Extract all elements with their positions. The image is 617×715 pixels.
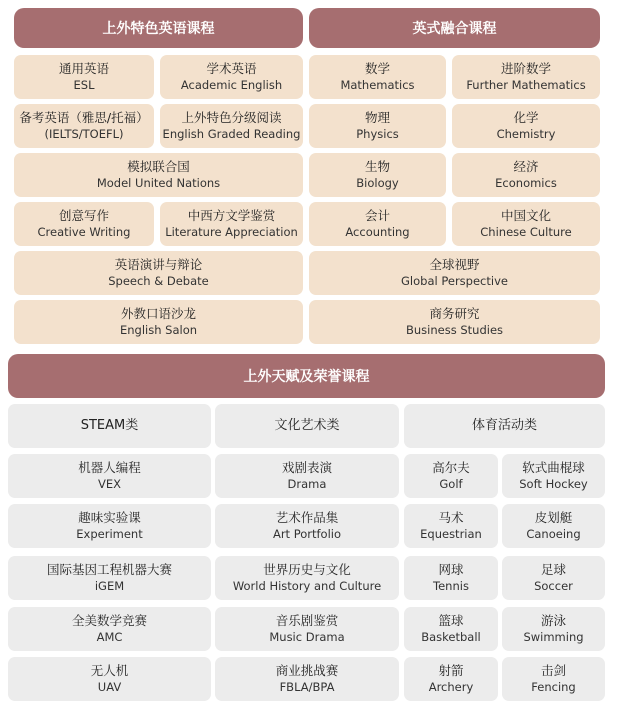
course-accounting bbox=[309, 202, 446, 246]
course-tennis bbox=[404, 556, 498, 600]
course-en: FBLA/BPA bbox=[279, 679, 335, 694]
course-en: World History and Culture bbox=[232, 578, 382, 593]
course-literature bbox=[160, 202, 303, 246]
course-zh: 皮划艇 bbox=[534, 509, 573, 525]
section-title-british-courses: 英式融合课程 bbox=[309, 8, 600, 48]
course-en: Chemistry bbox=[496, 126, 556, 141]
course-zh: 全美数学竞赛 bbox=[71, 612, 147, 628]
course-en: UAV bbox=[97, 679, 122, 694]
course-soft-hockey bbox=[502, 454, 605, 498]
course-further-math bbox=[452, 55, 600, 99]
course-en: Music Drama bbox=[269, 629, 345, 644]
course-zh: 外教口语沙龙 bbox=[120, 305, 196, 321]
course-physics bbox=[309, 104, 446, 148]
course-en: Further Mathematics bbox=[466, 77, 586, 92]
course-zh: 游泳 bbox=[540, 612, 566, 628]
course-zh: 无人机 bbox=[90, 662, 129, 678]
course-ielts-toefl bbox=[14, 104, 154, 148]
course-creative-writing bbox=[14, 202, 154, 246]
course-en: AMC bbox=[96, 629, 123, 644]
course-en: English Graded Reading bbox=[162, 126, 301, 141]
course-en: Accounting bbox=[345, 224, 410, 239]
course-zh: 通用英语 bbox=[58, 60, 109, 76]
section-title-english-courses: 上外特色英语课程 bbox=[14, 8, 303, 48]
course-archery bbox=[404, 657, 498, 701]
course-zh: 高尔夫 bbox=[432, 459, 470, 475]
course-zh: 学术英语 bbox=[206, 60, 257, 76]
course-en: Drama bbox=[287, 476, 327, 491]
course-zh: 全球视野 bbox=[429, 256, 480, 272]
course-igem bbox=[8, 556, 211, 600]
course-canoeing bbox=[502, 504, 605, 548]
course-zh: 射箭 bbox=[438, 662, 464, 678]
course-golf bbox=[404, 454, 498, 498]
course-zh: 趣味实验课 bbox=[78, 509, 141, 525]
course-world-history bbox=[215, 556, 399, 600]
course-chinese-culture bbox=[452, 202, 600, 246]
course-zh: 物理 bbox=[364, 109, 390, 125]
course-soccer bbox=[502, 556, 605, 600]
course-en: iGEM bbox=[94, 578, 125, 593]
course-zh: 音乐剧鉴赏 bbox=[275, 612, 339, 628]
course-zh: 国际基因工程机器大赛 bbox=[46, 561, 172, 577]
course-zh: 进阶数学 bbox=[500, 60, 551, 76]
course-uav bbox=[8, 657, 211, 701]
course-zh: 上外特色分级阅读 bbox=[181, 109, 282, 125]
course-zh: 戏剧表演 bbox=[281, 459, 332, 475]
course-english-salon bbox=[14, 300, 303, 344]
course-en: Golf bbox=[439, 476, 463, 491]
course-zh: 软式曲棍球 bbox=[522, 459, 585, 475]
course-esl bbox=[14, 55, 154, 99]
course-speech-debate bbox=[14, 251, 303, 295]
course-business-studies bbox=[309, 300, 600, 344]
course-zh: 会计 bbox=[364, 207, 390, 223]
course-en: Mathematics bbox=[340, 77, 415, 92]
course-music-drama bbox=[215, 607, 399, 651]
course-en: Archery bbox=[428, 679, 474, 694]
section-title-talent-honors: 上外天赋及荣誉课程 bbox=[8, 354, 605, 398]
course-en: Speech & Debate bbox=[108, 273, 209, 288]
course-en: Experiment bbox=[76, 526, 143, 541]
course-zh: 创意写作 bbox=[58, 207, 109, 223]
course-zh: 化学 bbox=[513, 109, 539, 125]
course-en: Canoeing bbox=[526, 526, 581, 541]
course-basketball bbox=[404, 607, 498, 651]
course-amc bbox=[8, 607, 211, 651]
course-en: Chinese Culture bbox=[480, 224, 572, 239]
course-economics bbox=[452, 153, 600, 197]
course-en: Physics bbox=[356, 126, 399, 141]
course-en: English Salon bbox=[119, 322, 198, 337]
course-graded-reading bbox=[160, 104, 303, 148]
course-equestrian bbox=[404, 504, 498, 548]
course-en: Global Perspective bbox=[401, 273, 508, 288]
course-zh: 足球 bbox=[540, 561, 566, 577]
course-academic-english bbox=[160, 55, 303, 99]
course-en: Art Portfolio bbox=[272, 526, 342, 541]
course-zh: 中西方文学鉴赏 bbox=[187, 207, 276, 223]
course-zh: 商业挑战赛 bbox=[275, 662, 339, 678]
course-zh: 网球 bbox=[438, 561, 464, 577]
course-en: Model United Nations bbox=[96, 175, 221, 190]
course-en: Swimming bbox=[523, 629, 584, 644]
course-chemistry bbox=[452, 104, 600, 148]
course-en: Equestrian bbox=[420, 526, 482, 541]
course-en: Biology bbox=[356, 175, 399, 190]
course-en: ESL bbox=[73, 77, 95, 92]
course-en: Economics bbox=[495, 175, 557, 190]
category-sports: 体育活动类 bbox=[404, 404, 605, 448]
course-experiment bbox=[8, 504, 211, 548]
course-zh: 击剑 bbox=[540, 662, 566, 678]
course-zh: 生物 bbox=[364, 158, 390, 174]
course-global-perspective bbox=[309, 251, 600, 295]
course-zh: 篮球 bbox=[438, 612, 464, 628]
course-zh: 备考英语（雅思/托福） bbox=[19, 109, 149, 125]
course-fencing bbox=[502, 657, 605, 701]
course-drama bbox=[215, 454, 399, 498]
course-fbla-bpa bbox=[215, 657, 399, 701]
course-en: Soccer bbox=[534, 578, 573, 593]
course-mun bbox=[14, 153, 303, 197]
course-biology bbox=[309, 153, 446, 197]
course-art-portfolio bbox=[215, 504, 399, 548]
course-zh: 艺术作品集 bbox=[275, 509, 339, 525]
course-en: Fencing bbox=[531, 679, 576, 694]
course-zh: 数学 bbox=[364, 60, 390, 76]
course-zh: 马术 bbox=[438, 509, 464, 525]
course-zh: 中国文化 bbox=[500, 207, 551, 223]
course-en: VEX bbox=[97, 476, 121, 491]
course-en: (IELTS/TOEFL) bbox=[44, 126, 124, 141]
course-en: Creative Writing bbox=[37, 224, 131, 239]
course-en: Soft Hockey bbox=[519, 476, 588, 491]
category-steam: STEAM类 bbox=[8, 404, 211, 448]
course-mathematics bbox=[309, 55, 446, 99]
course-swimming bbox=[502, 607, 605, 651]
course-zh: 机器人编程 bbox=[78, 459, 141, 475]
course-en: Academic English bbox=[180, 77, 283, 92]
course-zh: 英语演讲与辩论 bbox=[114, 256, 203, 272]
course-en: Literature Appreciation bbox=[165, 224, 298, 239]
course-vex bbox=[8, 454, 211, 498]
course-zh: 世界历史与文化 bbox=[263, 561, 351, 577]
course-zh: 经济 bbox=[513, 158, 539, 174]
category-arts: 文化艺术类 bbox=[215, 404, 399, 448]
course-en: Business Studies bbox=[405, 322, 504, 337]
course-en: Basketball bbox=[421, 629, 481, 644]
course-zh: 商务研究 bbox=[429, 305, 480, 321]
course-en: Tennis bbox=[433, 578, 469, 593]
course-zh: 模拟联合国 bbox=[127, 158, 190, 174]
